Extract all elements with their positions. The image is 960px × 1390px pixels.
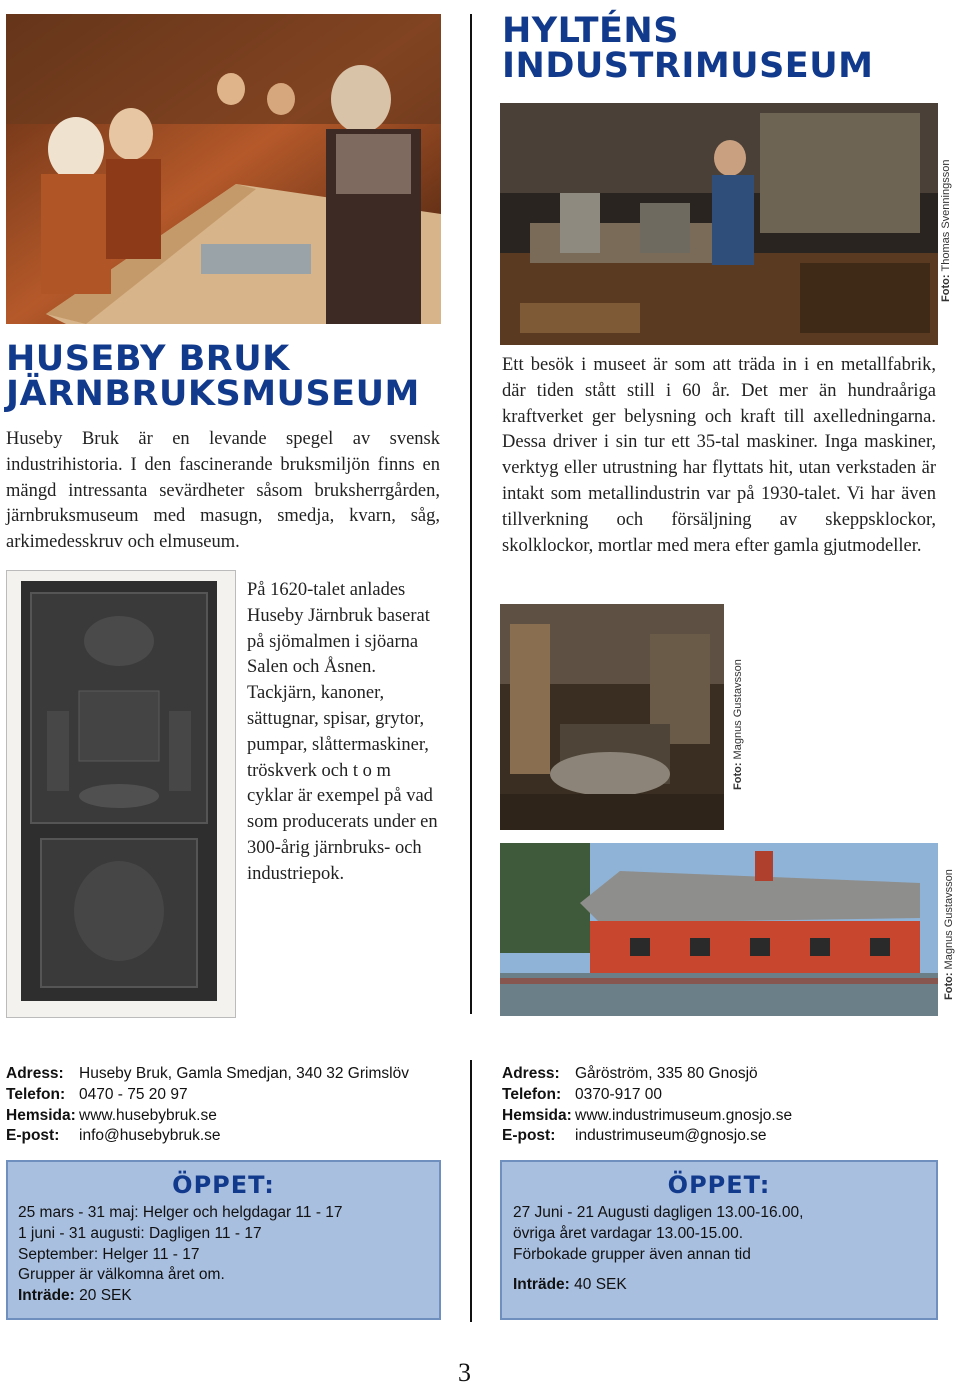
right-title-line1: HYLTÉNS	[502, 11, 679, 51]
left-intro: Huseby Bruk är en levande spegel av svensk industrihistoria. I den fascinerande bruksmiljön finns en mängd intressanta sevärdheter såsom bruksherrgården, järnbruksmuseum med masugn, smedja, kvarn, såg, arkimedesskruv och elmuseum.	[6, 429, 440, 553]
right-open-fee	[513, 1275, 936, 1296]
email-value[interactable]: industrimuseum@gnosjo.se	[575, 1127, 767, 1145]
phone-label: Telefon:	[6, 1085, 66, 1103]
right-open-lines	[513, 1203, 936, 1296]
phone-value: 0370-917 00	[575, 1085, 663, 1103]
left-title-line2: JÄRNBRUKSMUSEUM	[6, 374, 420, 414]
left-open-line3: September: Helger 11 - 17	[18, 1245, 200, 1263]
left-fee-label: Inträde:	[18, 1287, 75, 1305]
photo-machine-workshop	[500, 103, 938, 345]
photo1-credit-label: Foto:	[940, 274, 952, 302]
web-value[interactable]: www.husebybruk.se	[79, 1106, 217, 1124]
right-title-line2: INDUSTRIMUSEUM	[502, 46, 874, 86]
address-label: Adress:	[6, 1065, 64, 1082]
left-title-line1: HUSEBY BRUK	[6, 339, 290, 379]
right-fee-label: Inträde:	[513, 1276, 570, 1294]
left-fee-value: 20 SEK	[79, 1287, 132, 1305]
photo-red-museum-building	[500, 843, 938, 1016]
left-open-title: ÖPPET:	[172, 1171, 275, 1199]
right-opening-box	[500, 1160, 938, 1320]
right-fee-value: 40 SEK	[574, 1276, 627, 1294]
page-number: 3	[458, 1358, 471, 1387]
photo2-credit	[732, 650, 744, 790]
contact-web-row	[6, 1106, 409, 1127]
email-label: E-post:	[6, 1127, 60, 1145]
right-open-line1: 27 Juni - 21 Augusti dagligen 13.00-16.00,	[513, 1204, 804, 1221]
contact-web-row	[502, 1106, 792, 1127]
right-title	[502, 11, 874, 86]
photo-cast-iron-plate	[6, 570, 236, 1018]
photo3-credit-name: Magnus Gustavsson	[943, 869, 955, 970]
right-body: Ett besök i museet är som att träda in i en metallfabrik, där tiden stått still i 60 år. Det mer än hundraåriga kraftverket ger belysning och kraft till axelledningarna. Dessa driver i sin tur ett 35-tal maskiner. Inga maskiner, verktyg eller utrustning har flyttats hit, utan verkstaden är intakt som metallindustrin var på 1930-talet. Vi har även tillverkning och försäljning av skeppsklockor, skolklockor, mortlar med mera efter gamla gjutmodeller.	[502, 355, 936, 556]
contact-address-row	[502, 1064, 792, 1085]
right-open-line3: Förbokade grupper även annan tid	[513, 1245, 751, 1263]
column-divider-bottom	[470, 1060, 472, 1322]
contact-address-row	[6, 1064, 409, 1085]
web-label: Hemsida:	[6, 1106, 76, 1124]
photo1-credit	[940, 150, 952, 302]
email-value[interactable]: info@husebybruk.se	[79, 1127, 221, 1145]
contact-email-row	[502, 1126, 792, 1147]
email-label: E-post:	[502, 1127, 556, 1145]
right-open-line2: övriga året vardagar 13.00-15.00.	[513, 1224, 744, 1242]
contact-phone-row	[502, 1085, 792, 1106]
right-contact	[502, 1064, 792, 1147]
left-open-fee	[18, 1286, 439, 1307]
left-open-line4: Grupper är välkomna året om.	[18, 1266, 225, 1284]
photo3-credit-label: Foto:	[943, 972, 955, 1000]
photo3-credit	[943, 865, 955, 1000]
photo2-credit-name: Magnus Gustavsson	[732, 659, 744, 760]
column-divider	[470, 14, 472, 1014]
photo-workshop-visitors	[6, 14, 441, 324]
right-open-title: ÖPPET:	[667, 1171, 771, 1199]
phone-value: 0470 - 75 20 97	[79, 1085, 188, 1103]
address-label: Adress:	[502, 1065, 560, 1082]
left-history: På 1620-talet anlades Huseby Järnbruk baserat på sjömalmen i sjöarna Salen och Åsnen. Tackjärn, kanoner, sättugnar, spisar, grytor, pumpar, slåttermaskiner, tröskverk och t o m cyklar är exempel på vad som producerats under en 300-årig järnbruks- och industriepok.	[247, 580, 438, 884]
left-opening-box	[6, 1160, 441, 1320]
left-open-line2: 1 juni - 31 augusti: Dagligen 11 - 17	[18, 1224, 262, 1242]
web-label: Hemsida:	[502, 1106, 572, 1124]
photo-machines-interior	[500, 604, 724, 830]
left-contact	[6, 1064, 409, 1147]
contact-email-row	[6, 1126, 409, 1147]
phone-label: Telefon:	[502, 1085, 562, 1103]
left-open-lines	[18, 1203, 439, 1307]
contact-phone-row	[6, 1085, 409, 1106]
address-value: Gåröström, 335 80 Gnosjö	[575, 1065, 758, 1082]
address-value: Huseby Bruk, Gamla Smedjan, 340 32 Grimslöv	[79, 1065, 409, 1082]
left-title	[6, 339, 420, 414]
web-value[interactable]: www.industrimuseum.gnosjo.se	[575, 1106, 793, 1124]
left-open-line1: 25 mars - 31 maj: Helger och helgdagar 11 - 17	[18, 1204, 343, 1221]
photo2-credit-label: Foto:	[732, 762, 744, 790]
photo1-credit-name: Thomas Svenningsson	[940, 159, 952, 272]
